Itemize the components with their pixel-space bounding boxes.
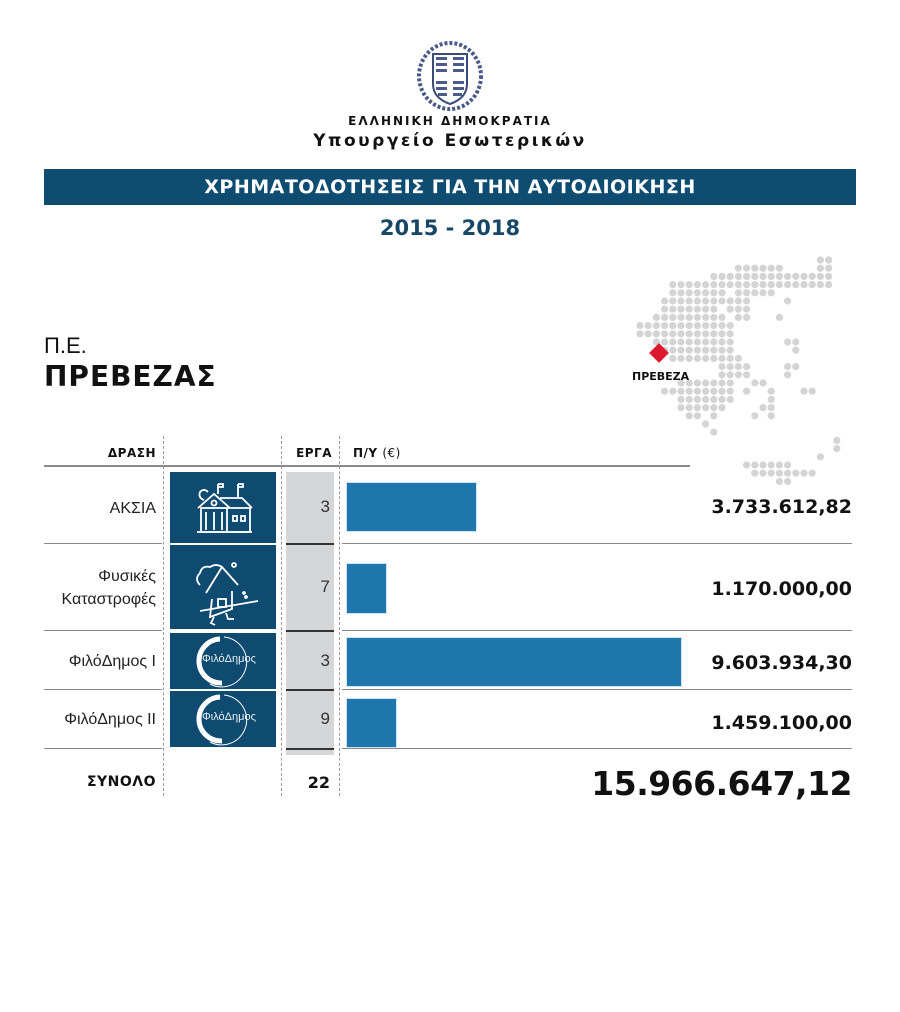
map-dot (759, 404, 766, 411)
row-divider (44, 630, 162, 631)
map-dot (825, 265, 832, 272)
map-dot (718, 379, 725, 386)
map-dot (776, 461, 783, 468)
projects-divider (286, 689, 334, 691)
map-dot (710, 306, 717, 313)
map-dot (677, 306, 684, 313)
map-dot (759, 461, 766, 468)
ministry-heading: Υπουργείο Εσωτερικών (313, 131, 587, 151)
map-dot (833, 437, 840, 444)
row-divider (342, 543, 852, 544)
map-dot (809, 281, 816, 288)
row-project-count: 9 (320, 708, 330, 728)
map-dot (727, 330, 734, 337)
map-dot (792, 347, 799, 354)
map-dot (677, 347, 684, 354)
column-separator (281, 436, 282, 796)
map-dot (677, 404, 684, 411)
map-dot (653, 322, 660, 329)
map-dot (677, 314, 684, 321)
map-dot (727, 281, 734, 288)
map-dot (710, 379, 717, 386)
map-dot (735, 265, 742, 272)
map-dot (677, 355, 684, 362)
row-label (44, 497, 156, 520)
map-dot (710, 273, 717, 280)
map-dot (686, 281, 693, 288)
map-dot (669, 306, 676, 313)
map-dot (768, 412, 775, 419)
map-dot (702, 355, 709, 362)
map-dot (784, 371, 791, 378)
map-dot (735, 306, 742, 313)
map-dot (751, 289, 758, 296)
map-dot (677, 281, 684, 288)
map-dot (727, 322, 734, 329)
map-dot (694, 412, 701, 419)
map-dot (809, 273, 816, 280)
map-dot (735, 273, 742, 280)
row-label-line: ΦιλόΔημος II (64, 711, 156, 728)
map-dot (792, 338, 799, 345)
row-label-line: ΦιλόΔημος I (68, 653, 156, 670)
map-dot (817, 453, 824, 460)
filodimos-logo-text: ΦιλόΔημος (202, 711, 256, 723)
map-dot (694, 314, 701, 321)
map-dot (669, 322, 676, 329)
map-dot (677, 396, 684, 403)
map-dot (710, 412, 717, 419)
map-dot (743, 281, 750, 288)
row-divider (342, 630, 852, 631)
row-amount: 3.733.612,82 (711, 496, 852, 518)
row-divider (44, 748, 162, 749)
filodimos-logo-text: ΦιλόΔημος (202, 653, 256, 665)
map-dot (776, 470, 783, 477)
map-dot (710, 322, 717, 329)
region-prefix: Π.Ε. (44, 333, 87, 358)
map-dot (718, 388, 725, 395)
map-dot (686, 412, 693, 419)
map-dot (727, 388, 734, 395)
map-dot (686, 338, 693, 345)
map-dot (661, 306, 668, 313)
map-dot (702, 322, 709, 329)
row-project-count: 7 (320, 576, 330, 596)
map-region-label: ΠΡΕΒΕΖΑ (632, 370, 690, 383)
region-name: ΠΡΕΒΕΖΑΣ (44, 360, 217, 393)
map-dot (653, 314, 660, 321)
projects-divider (286, 630, 334, 632)
map-dot (800, 470, 807, 477)
natural-disaster-house-glyph-icon (170, 545, 276, 629)
map-dot (686, 289, 693, 296)
map-dot (686, 355, 693, 362)
map-dot (694, 289, 701, 296)
map-dot (718, 273, 725, 280)
map-dot (702, 330, 709, 337)
map-dot (669, 388, 676, 395)
map-dot (645, 330, 652, 337)
map-dot (718, 371, 725, 378)
map-dot (800, 273, 807, 280)
map-dot (768, 388, 775, 395)
map-dot (743, 461, 750, 468)
map-dot (776, 265, 783, 272)
budget-bar (346, 563, 387, 614)
map-dot (751, 470, 758, 477)
map-dot (735, 355, 742, 362)
map-dot (768, 470, 775, 477)
map-dot (710, 314, 717, 321)
row-divider (342, 748, 852, 749)
map-dot (743, 297, 750, 304)
map-marker-icon (649, 343, 669, 363)
map-dot (694, 379, 701, 386)
map-dot (702, 388, 709, 395)
map-dot (825, 273, 832, 280)
map-dot (710, 281, 717, 288)
budget-bar (346, 637, 682, 687)
map-dot (694, 281, 701, 288)
map-dot (759, 289, 766, 296)
map-dot (710, 429, 717, 436)
total-projects: 22 (307, 773, 330, 792)
map-dot (636, 322, 643, 329)
map-dot (743, 388, 750, 395)
map-dot (727, 379, 734, 386)
map-dot (702, 281, 709, 288)
map-dot (718, 338, 725, 345)
map-dot (784, 478, 791, 485)
map-dot (694, 330, 701, 337)
map-dot (694, 404, 701, 411)
map-dot (702, 314, 709, 321)
filodimos-logo-icon (170, 691, 276, 747)
map-dot (817, 273, 824, 280)
map-dot (743, 371, 750, 378)
row-label-line: Φυσικές (98, 567, 156, 585)
row-project-count: 3 (320, 497, 330, 516)
map-dot (776, 478, 783, 485)
map-dot (743, 273, 750, 280)
map-dot (686, 297, 693, 304)
map-dot (702, 338, 709, 345)
map-dot (800, 281, 807, 288)
map-dot (784, 281, 791, 288)
map-dot (694, 322, 701, 329)
map-dot (809, 388, 816, 395)
column-separator (163, 436, 164, 796)
map-dot (743, 363, 750, 370)
map-dot (751, 265, 758, 272)
filodimos-logo-icon (170, 633, 276, 689)
map-dot (702, 379, 709, 386)
school-building-glyph-icon (170, 472, 276, 543)
map-dot (694, 347, 701, 354)
map-dot (727, 347, 734, 354)
map-dot (751, 461, 758, 468)
map-dot (784, 461, 791, 468)
column-header-projects: ΕΡΓΑ (296, 446, 332, 460)
row-divider (44, 543, 162, 544)
map-dot (751, 379, 758, 386)
map-dot (751, 273, 758, 280)
period-label: 2015 - 2018 (379, 216, 521, 240)
map-dot (743, 289, 750, 296)
column-header-budget-unit: (€) (382, 446, 401, 460)
map-dot (792, 470, 799, 477)
map-dot (759, 281, 766, 288)
map-dot (702, 396, 709, 403)
map-dot (776, 273, 783, 280)
map-dot (636, 330, 643, 337)
map-dot (710, 297, 717, 304)
map-dot (702, 297, 709, 304)
map-dot (694, 396, 701, 403)
map-dot (792, 273, 799, 280)
greek-coat-of-arms-icon (416, 40, 484, 112)
map-dot (784, 297, 791, 304)
map-dot (735, 297, 742, 304)
map-dot (694, 355, 701, 362)
natural-disaster-house-icon (170, 545, 276, 629)
map-dot (669, 314, 676, 321)
map-dot (710, 404, 717, 411)
map-dot (710, 388, 717, 395)
map-dot (792, 281, 799, 288)
map-dot (694, 338, 701, 345)
map-dot (784, 470, 791, 477)
map-dot (694, 388, 701, 395)
column-header-action: ΔΡΑΣΗ (107, 446, 156, 460)
map-dot (710, 338, 717, 345)
map-dot (718, 330, 725, 337)
map-dot (759, 379, 766, 386)
total-amount: 15.966.647,12 (591, 764, 852, 803)
map-dot (743, 306, 750, 313)
map-dot (686, 314, 693, 321)
row-label (44, 565, 156, 611)
map-dot (768, 265, 775, 272)
map-dot (817, 265, 824, 272)
map-dot (784, 273, 791, 280)
map-dot (768, 281, 775, 288)
map-dot (776, 281, 783, 288)
map-dot (792, 363, 799, 370)
column-header-budget (353, 446, 401, 460)
projects-divider (286, 748, 334, 750)
map-dot (694, 306, 701, 313)
map-dot (710, 289, 717, 296)
map-dot (710, 330, 717, 337)
map-dot (735, 314, 742, 321)
map-dot (669, 355, 676, 362)
map-dot (669, 338, 676, 345)
map-dot (817, 256, 824, 263)
map-dot (727, 297, 734, 304)
map-dot (727, 306, 734, 313)
map-dot (686, 347, 693, 354)
map-dot (645, 322, 652, 329)
map-dot (768, 461, 775, 468)
map-dot (686, 306, 693, 313)
map-dot (759, 273, 766, 280)
map-dot (710, 396, 717, 403)
row-amount: 1.459.100,00 (711, 712, 852, 734)
map-dot (686, 322, 693, 329)
map-dot (718, 396, 725, 403)
map-dot (735, 371, 742, 378)
map-dot (702, 420, 709, 427)
greece-dot-map (600, 245, 860, 485)
map-dot (718, 289, 725, 296)
map-dot (768, 273, 775, 280)
map-dot (727, 363, 734, 370)
column-separator (339, 436, 340, 796)
map-dot (751, 412, 758, 419)
projects-divider (286, 543, 334, 545)
map-dot (809, 470, 816, 477)
map-dot (653, 330, 660, 337)
map-dot (776, 314, 783, 321)
map-dot (727, 396, 734, 403)
map-dot (661, 322, 668, 329)
map-dot (727, 273, 734, 280)
map-dot (718, 404, 725, 411)
map-dot (686, 404, 693, 411)
row-amount: 1.170.000,00 (711, 578, 852, 600)
map-dot (727, 355, 734, 362)
map-dot (669, 289, 676, 296)
map-dot (718, 281, 725, 288)
column-header-budget-label: Π/Υ (353, 446, 378, 460)
total-label: ΣΥΝΟΛΟ (86, 774, 156, 790)
map-dot (677, 388, 684, 395)
map-dot (825, 256, 832, 263)
map-dot (702, 404, 709, 411)
map-dot (759, 470, 766, 477)
map-dot (702, 347, 709, 354)
map-dot (677, 330, 684, 337)
map-dot (784, 363, 791, 370)
map-dot (718, 297, 725, 304)
republic-heading: ΕΛΛΗΝΙΚΗ ΔΗΜΟΚΡΑΤΙΑ (348, 114, 552, 128)
map-dot (727, 371, 734, 378)
map-dot (718, 347, 725, 354)
map-dot (735, 289, 742, 296)
row-project-count: 3 (320, 650, 330, 670)
map-dot (833, 445, 840, 452)
map-dot (727, 338, 734, 345)
map-dot (677, 289, 684, 296)
map-dot (669, 297, 676, 304)
row-label (44, 708, 156, 731)
map-dot (800, 388, 807, 395)
map-dot (702, 306, 709, 313)
map-dot (661, 338, 668, 345)
title-banner: ΧΡΗΜΑΤΟΔΟΤΗΣΕΙΣ ΓΙΑ ΤΗΝ ΑΥΤΟΔΙΟΙΚΗΣΗ (44, 169, 856, 205)
map-dot (718, 355, 725, 362)
budget-bar (346, 482, 477, 532)
map-dot (768, 396, 775, 403)
row-amount: 9.603.934,30 (711, 652, 852, 674)
row-label-line: Καταστροφές (61, 590, 156, 608)
map-dot (710, 347, 717, 354)
row-label-line: ΑΚΣΙΑ (109, 499, 156, 517)
map-dot (718, 322, 725, 329)
map-dot (710, 355, 717, 362)
map-dot (661, 388, 668, 395)
map-dot (702, 289, 709, 296)
budget-bar (346, 698, 397, 748)
map-dot (661, 297, 668, 304)
map-dot (661, 314, 668, 321)
map-dot (661, 330, 668, 337)
map-dot (669, 330, 676, 337)
map-dot (718, 314, 725, 321)
header-divider (44, 465, 690, 467)
map-dot (686, 330, 693, 337)
map-dot (735, 281, 742, 288)
map-dot (694, 297, 701, 304)
map-dot (669, 281, 676, 288)
map-dot (677, 322, 684, 329)
row-label (44, 650, 156, 673)
map-dot (677, 338, 684, 345)
map-dot (686, 396, 693, 403)
map-dot (751, 281, 758, 288)
map-dot (743, 314, 750, 321)
row-divider (44, 689, 162, 690)
map-dot (669, 347, 676, 354)
map-dot (825, 281, 832, 288)
map-dot (768, 404, 775, 411)
map-dot (759, 265, 766, 272)
map-dot (784, 338, 791, 345)
row-divider (342, 689, 852, 690)
map-dot (817, 281, 824, 288)
map-dot (768, 289, 775, 296)
map-dot (743, 265, 750, 272)
map-dot (677, 297, 684, 304)
map-dot (686, 388, 693, 395)
map-dot (735, 363, 742, 370)
map-dot (718, 363, 725, 370)
school-building-icon (170, 472, 276, 543)
